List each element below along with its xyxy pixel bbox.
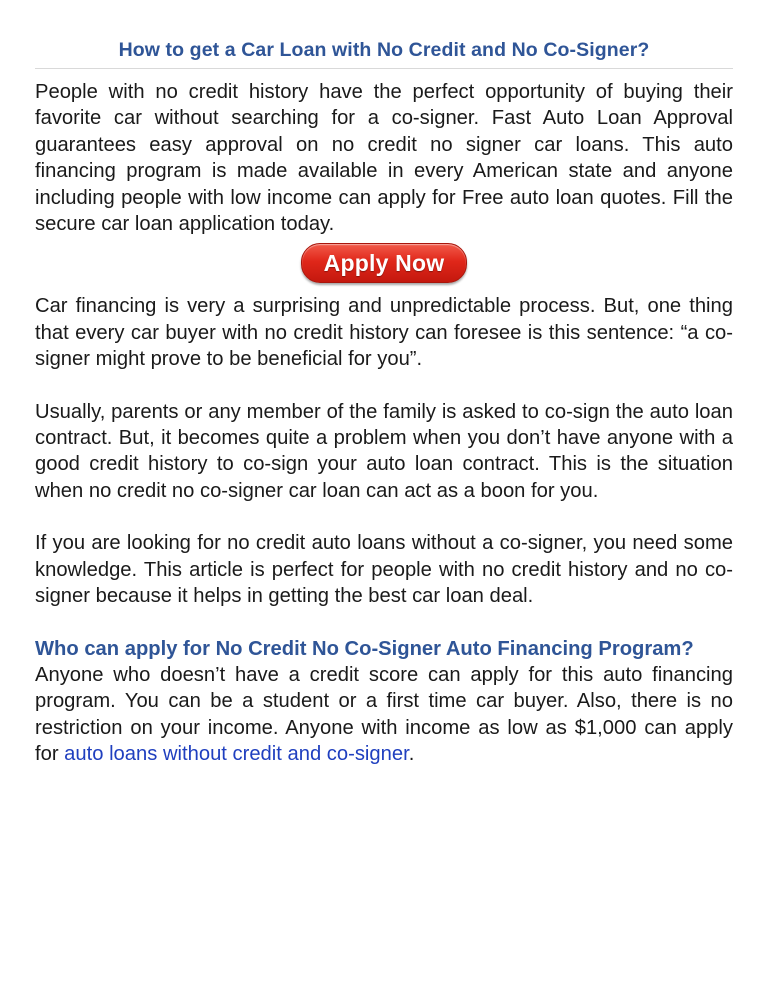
auto-loans-link[interactable]: auto loans without credit and co-signer [64, 743, 409, 766]
document-page [35, 0, 733, 768]
intro-paragraph: People with no credit history have the perfect opportunity of buying their favorite car without searching for a co-signer. Fast Auto Loan Approval guarantees easy approval on no credit no signer car loans. This auto financing program is made available in every American state and anyone including people with low income can apply for Free auto loan quotes. Fill the secure car loan application today. [35, 81, 733, 236]
eligibility-text-end: . [408, 743, 415, 766]
apply-now-container [35, 243, 733, 287]
financing-paragraph: Car financing is very a surprising and unpredictable process. But, one thing that every car buyer with no credit history can foresee is this sentence: “a co-signer might prove to be beneficial for you”. [35, 295, 733, 371]
eligibility-paragraph [35, 662, 733, 768]
parents-paragraph: Usually, parents or any member of the family is asked to co-sign the auto loan contract. But, it becomes quite a problem when you don’t have anyone with a good credit history to co-sign your auto loan contract. This is the situation when no credit no co-signer car loan can act as a boon for you. [35, 400, 733, 502]
looking-paragraph: If you are looking for no credit auto loans without a co-signer, you need some knowledge. This article is perfect for people with no credit history and no co-signer because it helps in getting the best car loan deal. [35, 532, 733, 608]
eligibility-text: Anyone who doesn’t have a credit score can apply for this auto financing program. You can be a student or a first time car buyer. Also, there is no restriction on your income. Anyone with income as low as $1,000 can apply for [35, 663, 733, 766]
section-heading: Who can apply for No Credit No Co-Signer Auto Financing Program? [35, 637, 694, 660]
title-divider [35, 68, 733, 69]
apply-now-button[interactable]: Apply Now [301, 243, 467, 283]
page-title: How to get a Car Loan with No Credit and No Co-Signer? [118, 39, 650, 61]
